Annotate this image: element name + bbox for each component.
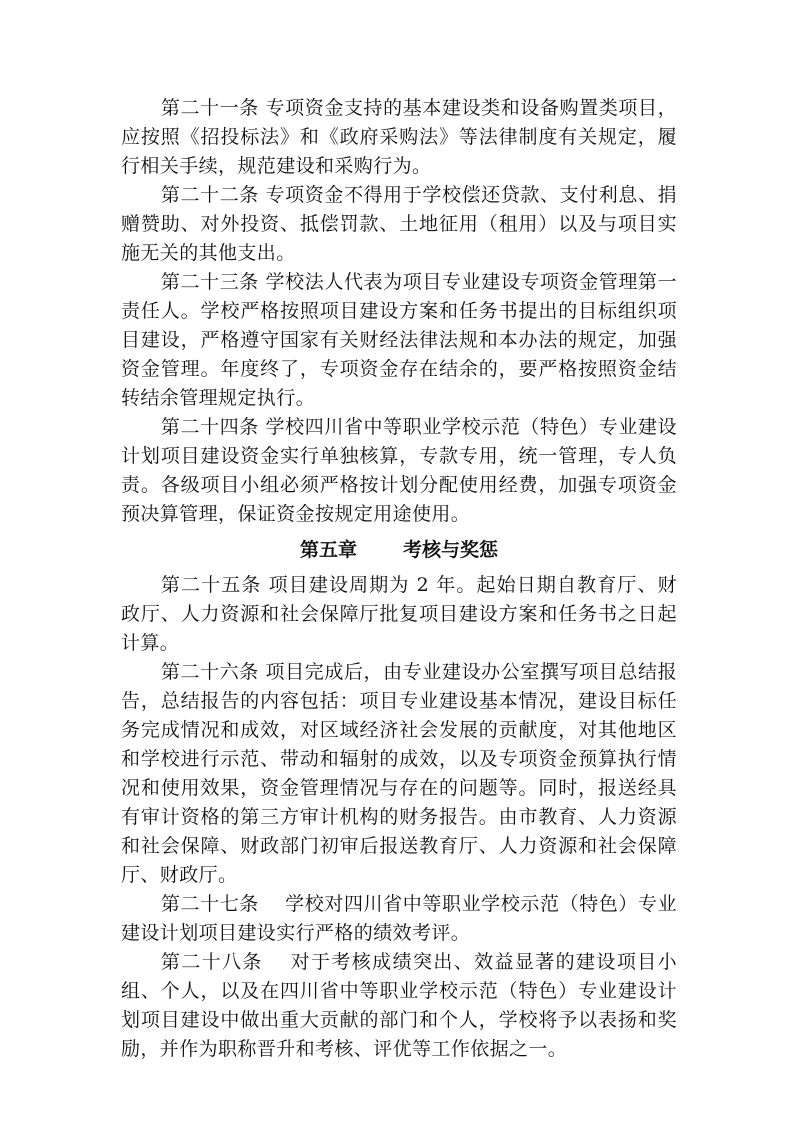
article-21: 第二十一条 专项资金支持的基本建设类和设备购置类项目，应按照《招投标法》和《政府采购法》等法律制度有关规定，履行相关手续，规范建设和采购行为。 [121,97,677,177]
article-26: 第二十六条 项目完成后，由专业建设办公室撰写项目总结报告，总结报告的内容包括：项目专业建设基本情况，建设目标任务完成情况和成效，对区域经济社会发展的贡献度，对其他地区和学校进行示范、带动和辐射的成效，以及专项资金预算执行情况和使用效果，资金管理情况与存在的问题等。同时，报送经具有审计资格的第三方审计机构的财务报告。由市教育、人力资源和社会保障、财政部门初审后报送教育厅、人力资源和社会保障厅、财政厅。 [121,661,677,886]
chapter-number: 第五章 [299,539,357,561]
article-28: 第二十八条 对于考核成绩突出、效益显著的建设项目小组、个人，以及在四川省中等职业学校示范（特色）专业建设计划项目建设中做出重大贡献的部门和个人，学校将予以表扬和奖励，并作为职称晋升和考核、评优等工作依据之一。 [121,951,677,1060]
article-23: 第二十三条 学校法人代表为项目专业建设专项资金管理第一责任人。学校严格按照项目建设方案和任务书提出的目标组织项目建设，严格遵守国家有关财经法律法规和本办法的规定，加强资金管理。年度终了，专项资金存在结余的，要严格按照资金结转结余管理规定执行。 [121,271,677,409]
article-24: 第二十四条 学校四川省中等职业学校示范（特色）专业建设计划项目建设资金实行单独核算，专款专用，统一管理，专人负责。各级项目小组必须严格按计划分配使用经费，加强专项资金预决算管理，保证资金按规定用途使用。 [121,416,677,525]
article-27: 第二十七条 学校对四川省中等职业学校示范（特色）专业建设计划项目建设实行严格的绩效考评。 [121,893,677,944]
document-body [121,94,677,1064]
article-22: 第二十二条 专项资金不得用于学校偿还贷款、支付利息、捐赠赞助、对外投资、抵偿罚款、土地征用（租用）以及与项目实施无关的其他支出。 [121,184,677,264]
article-25: 第二十五条 项目建设周期为 2 年。起始日期自教育厅、财政厅、人力资源和社会保障厅批复项目建设方案和任务书之日起计算。 [121,574,677,654]
chapter-heading [121,535,677,565]
chapter-title: 考核与奖惩 [403,539,499,561]
